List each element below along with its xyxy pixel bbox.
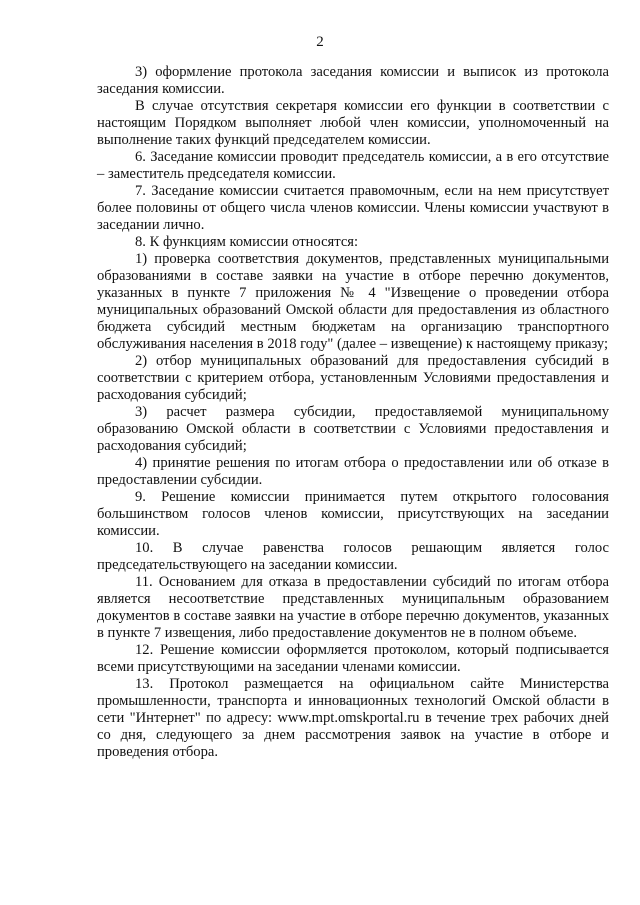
paragraph-function-1-document-check: 1) проверка соответствия документов, представленных муниципальными образованиями в составе заявки на участие в отборе перечню документов, указанных в пункте 7 приложения № 4 "Извещение о проведении отбора муниципальных образований Омской области для предоставления из областного бюджета субсидий местным бюджетам на организацию транспортного обслуживания населения в 2018 году" (далее – извещение) к настоящему приказу; bbox=[97, 251, 609, 352]
paragraph-6-chairman: 6. Заседание комиссии проводит председатель комиссии, а в его отсутствие – заместитель председателя комиссии. bbox=[97, 149, 609, 182]
paragraph-9-voting: 9. Решение комиссии принимается путем открытого голосования большинством голосов членов комиссии, присутствующих на заседании комиссии. bbox=[97, 489, 609, 539]
paragraph-item-3-protocol: 3) оформление протокола заседания комиссии и выписок из протокола заседания комиссии. bbox=[97, 64, 609, 97]
page-number: 2 bbox=[316, 34, 324, 50]
paragraph-12-protocol: 12. Решение комиссии оформляется протоколом, который подписывается всеми присутствующими на заседании членами комиссии. bbox=[97, 642, 609, 675]
paragraph-8-functions-heading: 8. К функциям комиссии относятся: bbox=[135, 234, 359, 250]
document-body bbox=[97, 64, 609, 761]
paragraph-7-quorum: 7. Заседание комиссии считается правомочным, если на нем присутствует более половины от общего числа членов комиссии. Члены комиссии участвуют в заседании лично. bbox=[97, 183, 609, 233]
paragraph-function-3-calculation: 3) расчет размера субсидии, предоставляемой муниципальному образованию Омской области в соответствии с Условиями предоставления и расходования субсидий; bbox=[97, 404, 609, 454]
paragraph-secretary-absence: В случае отсутствия секретаря комиссии его функции в соответствии с настоящим Порядком выполняет любой член комиссии, уполномоченный на выполнение таких функций председателем комиссии. bbox=[97, 98, 609, 148]
paragraph-13-publication: 13. Протокол размещается на официальном сайте Министерства промышленности, транспорта и инновационных технологий Омской области в сети "Интернет" по адресу: www.mpt.omskportal.ru в течение трех рабочих дней со дня, следующего за днем рассмотрения заявок на участие в отборе и проведения отбора. bbox=[97, 676, 609, 760]
paragraph-function-4-decision: 4) принятие решения по итогам отбора о предоставлении или об отказе в предоставлении субсидии. bbox=[97, 455, 609, 488]
paragraph-11-refusal-grounds: 11. Основанием для отказа в предоставлении субсидий по итогам отбора является несоответствие представленных муниципальным образованием документов в составе заявки на участие в отборе перечню документов, указанных в пункте 7 извещения, либо предоставление документов не в полном объеме. bbox=[97, 574, 609, 641]
paragraph-10-tie-vote: 10. В случае равенства голосов решающим является голос председательствующего на заседании комиссии. bbox=[97, 540, 609, 573]
paragraph-function-2-selection: 2) отбор муниципальных образований для предоставления субсидий в соответствии с критерием отбора, установленным Условиями предоставления и расходования субсидий; bbox=[97, 353, 609, 403]
